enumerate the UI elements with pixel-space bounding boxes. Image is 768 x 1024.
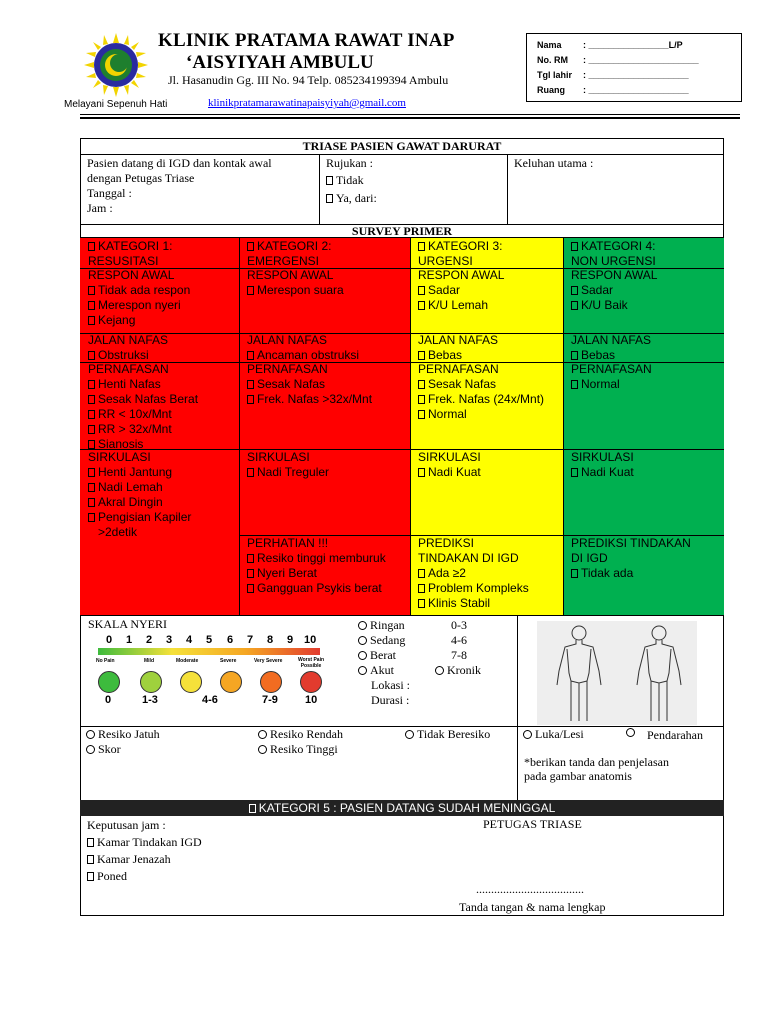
arrival-cell	[80, 155, 320, 225]
arrival-text-1: Pasien datang di IGD dan kontak awal	[87, 156, 272, 170]
respon-c3-opt[interactable]: K/U Lemah	[418, 298, 504, 313]
sirkulasi-c1: SIRKULASI Henti Jantung Nadi Lemah Akral Dingin Pengisian Kapiler >2detik	[88, 450, 192, 539]
prediksi-c3: PREDIKSI TINDAKAN DI IGD Ada ≥2 Problem Kompleks Klinis Stabil	[418, 536, 529, 610]
signature-caption: Tanda tangan & nama lengkap	[459, 900, 606, 914]
pain-face-1	[140, 671, 162, 693]
respon-c1-opt[interactable]: Merespon nyeri	[88, 298, 190, 313]
respon-c4-opt[interactable]: K/U Baik	[571, 298, 657, 313]
tgl-lahir-field[interactable]: Tgl lahir : ____________________	[537, 70, 689, 80]
respon-c1: RESPON AWAL Tidak ada respon Merespon nyeri Kejang	[88, 268, 191, 327]
survey-primer-title: SURVEY PRIMER	[80, 225, 724, 238]
category-3-header: KATEGORI 3: URGENSI	[418, 239, 503, 268]
rujukan-label: Rujukan :	[326, 156, 373, 170]
pernafasan-c2: PERNAFASAN Sesak Nafas Frek. Nafas >32x/Mnt	[247, 362, 373, 406]
rujukan-ya-checkbox[interactable]	[326, 194, 333, 203]
header-divider-thick	[80, 117, 740, 119]
clinic-address: Jl. Hasanudin Gg. III No. 94 Telp. 085234199394 Ambulu	[168, 73, 449, 87]
luka-lesi-option[interactable]: Luka/Lesi	[523, 727, 584, 742]
ruang-field[interactable]: Ruang : ____________________	[537, 85, 689, 95]
signature-line[interactable]: ....................................	[476, 882, 584, 896]
pain-face-5	[300, 671, 322, 693]
rm-field[interactable]: No. RM : ______________________	[537, 55, 699, 65]
category-2-header: KATEGORI 2: EMERGENSI	[247, 239, 332, 268]
respon-c4: RESPON AWAL Sadar K/U Baik	[571, 268, 658, 312]
pain-face-2	[180, 671, 202, 693]
patient-id-box	[526, 33, 742, 102]
tidak-beresiko-option[interactable]: Tidak Beresiko	[405, 727, 490, 742]
clinic-slogan: Melayani Sepenuh Hati	[64, 99, 168, 110]
pendarahan-option[interactable]: Pendarahan	[626, 725, 694, 740]
keluhan-cell[interactable]: Keluhan utama :	[508, 155, 724, 225]
pernafasan-c1: PERNAFASAN Henti Nafas Sesak Nafas Berat RR < 10x/Mnt RR > 32x/Mnt Sianosis	[88, 362, 199, 451]
category-1-header: KATEGORI 1: RESUSITASI	[88, 239, 173, 268]
sirkulasi-c3: SIRKULASI Nadi Kuat	[418, 450, 481, 479]
resiko-level-group: Resiko Rendah Resiko Tinggi	[258, 727, 343, 757]
rujukan-tidak-checkbox[interactable]	[326, 176, 333, 185]
respon-c3-opt[interactable]: Sadar	[418, 283, 504, 298]
pain-face-0	[98, 671, 120, 693]
jalan-c4: JALAN NAFAS Bebas	[571, 333, 652, 362]
sirkulasi-c2: SIRKULASI Nadi Treguler	[247, 450, 330, 479]
clinic-name-line2: ‘AISYIYAH AMBULU	[186, 52, 374, 73]
clinic-logo	[84, 33, 148, 97]
respon-c1-opt[interactable]: Kejang	[88, 313, 190, 328]
clinic-email-link[interactable]: klinikpratamarawatinapaisyiyah@gmail.com	[208, 97, 406, 109]
durasi-field[interactable]: Durasi :	[371, 693, 410, 707]
body-anatomy-diagram[interactable]	[537, 621, 697, 725]
keputusan-section: Keputusan jam : Kamar Tindakan IGD Kamar Jenazah Poned	[87, 818, 202, 883]
jalan-c3: JALAN NAFAS Bebas	[418, 333, 499, 362]
perhatian-section: PERHATIAN !!! Resiko tinggi memburuk Nyeri Berat Gangguan Psykis berat	[247, 536, 386, 595]
resiko-jatuh-group: Resiko Jatuh Skor	[86, 727, 160, 757]
lokasi-field[interactable]: Lokasi :	[371, 678, 410, 692]
pain-scale-graphic: 0 1 2 3 4 5 6 7 8 9 10 No Pain Mild Moderate Severe Very Severe Worst Pain Possible 0 1-3 4-6 7-9 10	[96, 634, 325, 706]
respon-c1-opt[interactable]: Tidak ada respon	[88, 283, 190, 298]
arrival-text-2: dengan Petugas Triase	[87, 171, 195, 185]
prediksi-c4: PREDIKSI TINDAKAN DI IGD Tidak ada	[571, 536, 691, 580]
jalan-c1: JALAN NAFAS Obstruksi	[88, 333, 169, 362]
anatomy-note: *berikan tanda dan penjelasan pada gambar anatomis	[524, 755, 669, 783]
petugas-triase-label: PETUGAS TRIASE	[483, 817, 582, 831]
sirkulasi-c4: SIRKULASI Nadi Kuat	[571, 450, 634, 479]
pain-intensity-options: Ringan 0-3 Sedang 4-6 Berat 7-8 Akut Kronik Lokasi : Durasi :	[358, 618, 410, 708]
kategori-5-header: KATEGORI 5 : PASIEN DATANG SUDAH MENINGGAL	[80, 800, 724, 816]
respon-c4-opt[interactable]: Sadar	[571, 283, 657, 298]
form-title: TRIASE PASIEN GAWAT DARURAT	[80, 138, 724, 155]
keputusan-jam-field[interactable]: Keputusan jam :	[87, 818, 166, 832]
tanggal-field[interactable]: Tanggal :	[87, 186, 132, 200]
nama-field[interactable]: Nama : ________________L/P	[537, 40, 683, 50]
pernafasan-c3: PERNAFASAN Sesak Nafas Frek. Nafas (24x/Mnt) Normal	[418, 362, 545, 421]
jalan-c2: JALAN NAFAS Ancaman obstruksi	[247, 333, 360, 362]
header-divider	[80, 114, 740, 115]
pain-face-3	[220, 671, 242, 693]
pain-face-4	[260, 671, 282, 693]
rujukan-cell: Rujukan : Tidak Ya, dari:	[320, 155, 508, 225]
clinic-name: KLINIK PRATAMA RAWAT INAP	[158, 30, 455, 51]
category-4-header: KATEGORI 4: NON URGENSI	[571, 239, 656, 268]
respon-c2: RESPON AWAL Merespon suara	[247, 268, 344, 297]
pernafasan-c4: PERNAFASAN Normal	[571, 362, 652, 391]
jam-field[interactable]: Jam :	[87, 201, 113, 215]
respon-c3: RESPON AWAL Sadar K/U Lemah	[418, 268, 505, 312]
pain-scale-title: SKALA NYERI	[88, 617, 168, 631]
respon-c2-opt[interactable]: Merespon suara	[247, 283, 344, 298]
